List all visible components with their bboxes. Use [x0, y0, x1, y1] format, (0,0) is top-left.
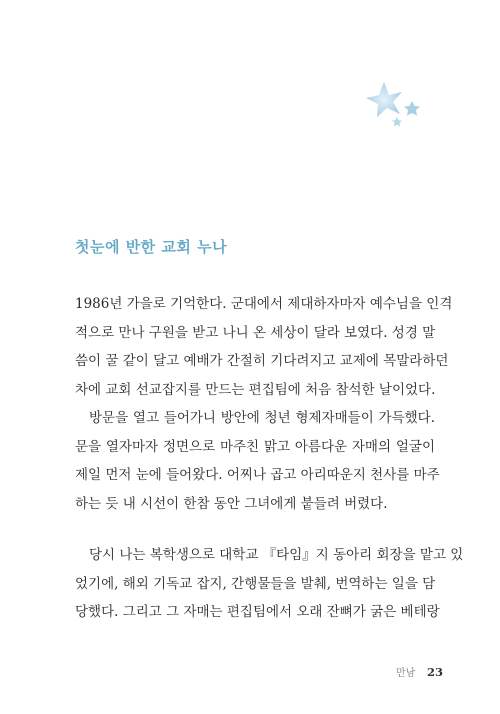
paragraph-line: 1986년 가을로 기억한다. 군대에서 제대하자마자 예수님을 인격 — [75, 296, 453, 312]
section-heading: 첫눈에 반한 교회 누나 — [75, 238, 228, 256]
small-star-right — [404, 101, 420, 116]
paragraph-3 — [75, 541, 464, 627]
paragraph-1 — [75, 290, 453, 404]
tiny-star — [392, 117, 402, 126]
paragraph-2 — [75, 404, 440, 518]
paragraph-line: 당했다. 그리고 그 자매는 편집팀에서 오래 잔뼈가 굵은 베테랑 — [75, 604, 440, 620]
large-star — [366, 82, 402, 117]
paragraph-line: 적으로 만나 구원을 받고 나니 온 세상이 달라 보였다. 성경 말 — [75, 324, 436, 341]
paragraph-line: 문을 열자마자 정면으로 마주친 맑고 아름다운 자매의 얼굴이 — [75, 438, 435, 455]
paragraph-line: 제일 먼저 눈에 들어왔다. 어찌나 곱고 아리따운지 천사를 마주 — [75, 467, 440, 483]
stars-icon — [362, 78, 432, 138]
paragraph-line: 방문을 열고 들어가니 방안에 청년 형제자매들이 가득했다. — [89, 410, 435, 426]
paragraph-line: 차에 교회 선교잡지를 만드는 편집팀에 처음 참석한 날이었다. — [75, 381, 436, 398]
paragraph-line: 었기에, 해외 기독교 잡지, 간행물들을 발췌, 번역하는 일을 담 — [75, 575, 436, 592]
paragraph-line: 씀이 꿀 같이 달고 예배가 간절히 기다려지고 교제에 목말라하던 — [75, 353, 449, 369]
paragraph-line: 당시 나는 복학생으로 대학교 『타임』지 동아리 회장을 맡고 있 — [89, 547, 464, 563]
running-footer-section: 만남 — [396, 668, 416, 679]
page-number: 23 — [426, 665, 443, 679]
paragraph-line: 하는 듯 내 시선이 한참 동안 그녀에게 붙들려 버렸다. — [75, 495, 388, 512]
page-footer — [0, 664, 443, 679]
